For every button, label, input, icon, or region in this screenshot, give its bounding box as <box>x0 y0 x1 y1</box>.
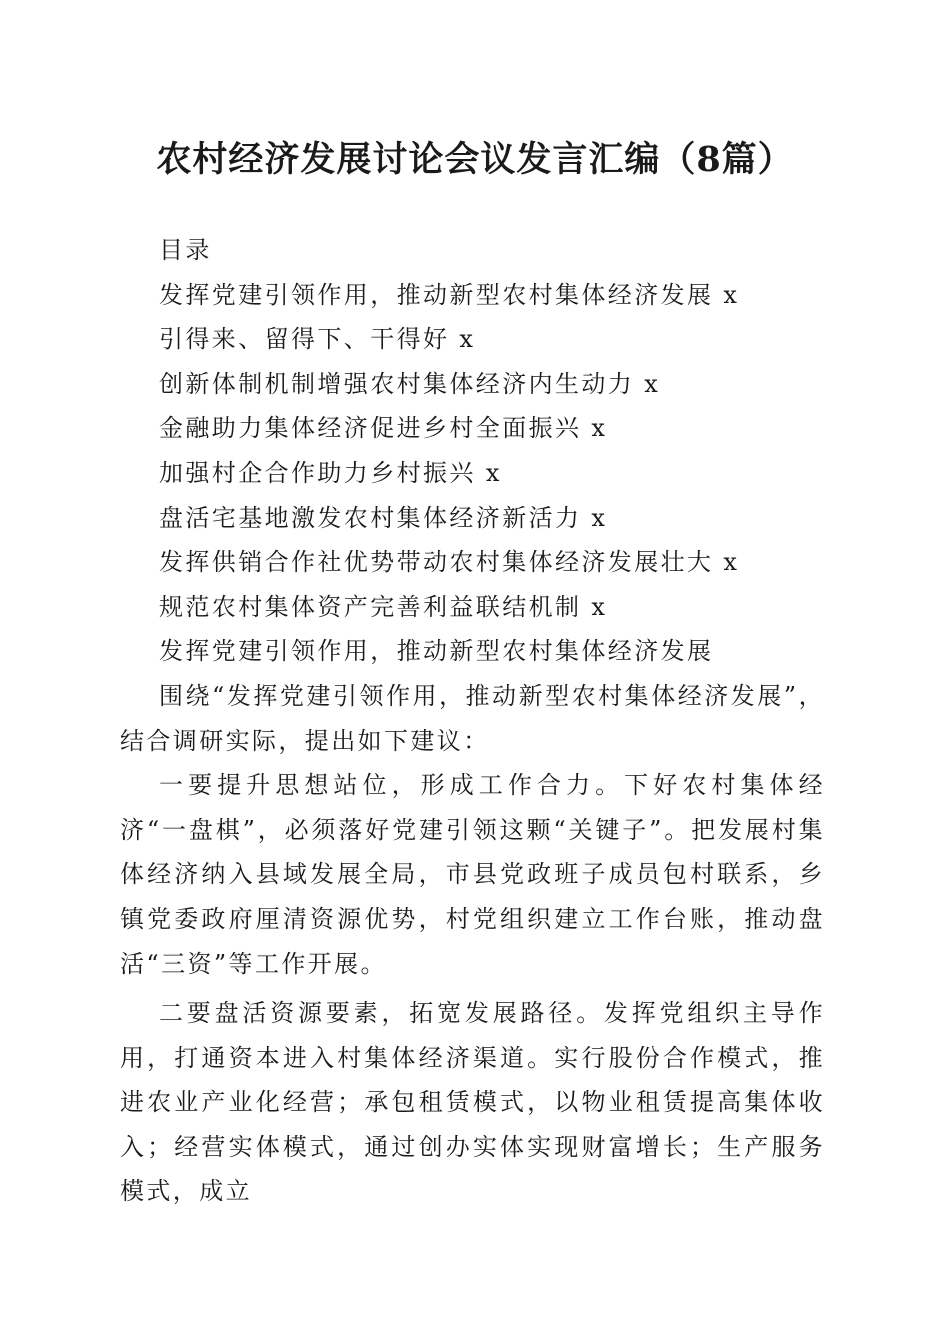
document-body <box>120 228 825 1214</box>
toc-heading: 目录 <box>159 236 212 264</box>
toc-item: 创新体制机制增强农村集体经济内生动力 x <box>159 369 661 398</box>
body-paragraph: 一要提升思想站位，形成工作合力。下好农村集体经济“一盘棋”，必须落好党建引领这颗“关键子”。把发展村集体经济纳入县域发展全局，市县党政班子成员包村联系，乡镇党委政府厘清资源优势，村党组织建立工作台账，推动盘活“三资”等工作开展。 <box>120 771 825 978</box>
section-heading: 发挥党建引领作用，推动新型农村集体经济发展 <box>159 637 714 666</box>
toc-item: 加强村企合作助力乡村振兴 x <box>159 458 502 487</box>
body-paragraph: 二要盘活资源要素，拓宽发展路径。发挥党组织主导作用，打通资本进入村集体经济渠道。实行股份合作模式，推进农业产业化经营；承包租赁模式，以物业租赁提高集体收入；经营实体模式，通过创办实体实现财富增长；生产服务模式，成立 <box>120 999 825 1206</box>
toc-item: 规范农村集体资产完善利益联结机制 x <box>159 592 608 621</box>
toc-item: 发挥党建引领作用，推动新型农村集体经济发展 x <box>159 280 740 309</box>
toc-item: 发挥供销合作社优势带动农村集体经济发展壮大 x <box>159 548 740 577</box>
body-paragraph: 围绕“发挥党建引领作用，推动新型农村集体经济发展”，结合调研实际，提出如下建议： <box>120 681 825 755</box>
document-title: 农村经济发展讨论会议发言汇编（8篇） <box>156 139 794 180</box>
toc-item: 盘活宅基地激发农村集体经济新活力 x <box>159 503 608 532</box>
toc-item: 引得来、留得下、干得好 x <box>159 325 476 354</box>
toc-item: 金融助力集体经济促进乡村全面振兴 x <box>159 414 608 443</box>
